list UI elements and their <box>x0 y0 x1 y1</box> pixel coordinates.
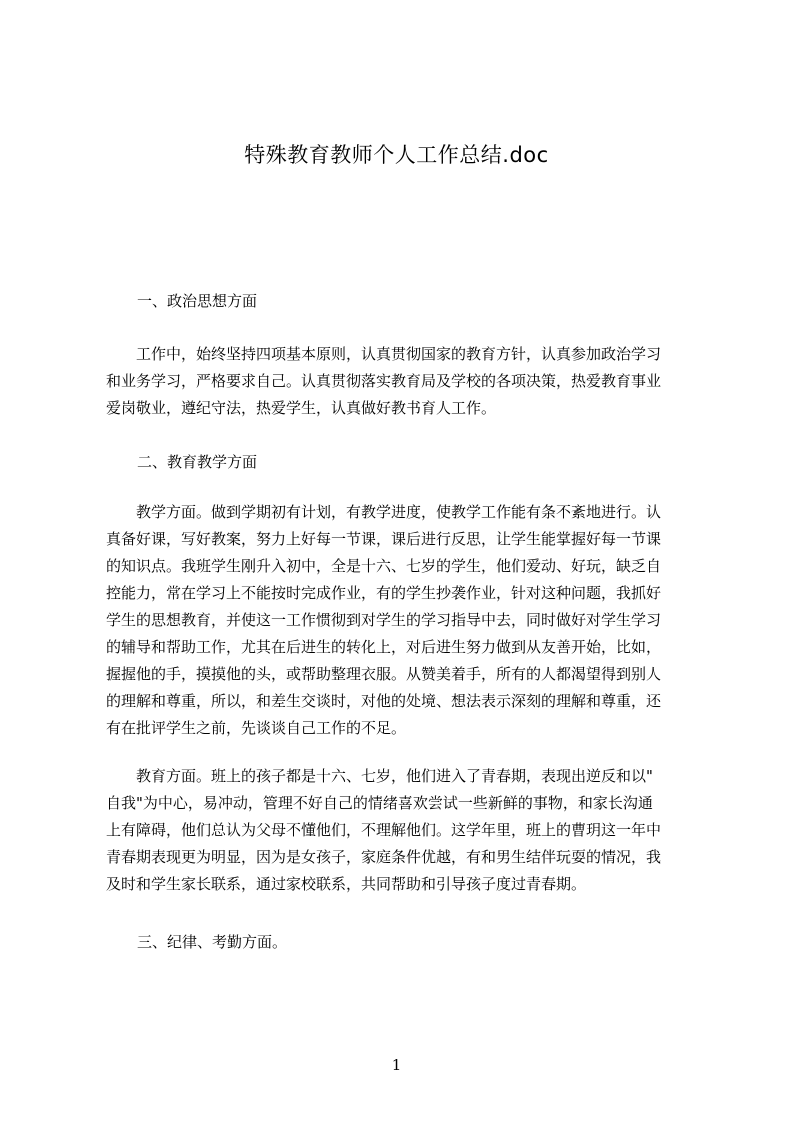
paragraph-line: 教育方面。班上的孩子都是十六、七岁，他们进入了青春期，表现出逆反和以" <box>106 767 653 785</box>
page-number: 1 <box>391 1056 402 1074</box>
paragraph-line: 爱岗敬业，遵纪守法，热爱学生，认真做好教书育人工作。 <box>106 399 497 417</box>
paragraph-line: 青春期表现更为明显，因为是女孩子，家庭条件优越，有和男生结伴玩耍的情况，我 <box>106 848 662 866</box>
paragraph-line: 的辅导和帮助工作，尤其在后进生的转化上，对后进生努力做到从友善开始，比如， <box>106 638 662 656</box>
paragraph-line: 及时和学生家长联系，通过家校联系，共同帮助和引导孩子度过青春期。 <box>106 875 587 893</box>
paragraph-line: 真备好课，写好教案，努力上好每一节课，课后进行反思，让学生能掌握好每一节课 <box>106 530 662 548</box>
paragraph-line: 有在批评学生之前，先谈谈自己工作的不足。 <box>106 719 407 737</box>
section-heading-politics: 一、政治思想方面 <box>137 292 258 310</box>
paragraph-line: 工作中，始终坚持四项基本原则，认真贯彻国家的教育方针，认真参加政治学习 <box>106 345 662 363</box>
paragraph-line: 自我"为中心，易冲动，管理不好自己的情绪喜欢尝试一些新鲜的事物，和家长沟通 <box>106 794 653 812</box>
paragraph-line: 教学方面。做到学期初有计划，有教学进度，使教学工作能有条不紊地进行。认 <box>106 503 662 521</box>
paragraph-line: 和业务学习，严格要求自己。认真贯彻落实教育局及学校的各项决策，热爱教育事业 <box>106 372 662 390</box>
paragraph-line: 控能力，常在学习上不能按时完成作业，有的学生抄袭作业，针对这种问题，我抓好 <box>106 584 662 602</box>
section-heading-teaching: 二、教育教学方面 <box>137 453 258 471</box>
paragraph-line: 的理解和尊重，所以，和差生交谈时，对他的处境、想法表示深刻的理解和尊重，还 <box>106 692 662 710</box>
paragraph-line: 上有障碍，他们总认为父母不懂他们，不理解他们。这学年里，班上的曹玥这一年中 <box>106 821 662 839</box>
paragraph-line: 的知识点。我班学生刚升入初中，全是十六、七岁的学生，他们爱动、好玩，缺乏自 <box>106 557 662 575</box>
paragraph-line: 握握他的手，摸摸他的头，或帮助整理衣服。从赞美着手，所有的人都渴望得到别人 <box>106 665 662 683</box>
section-heading-discipline: 三、纪律、考勤方面。 <box>137 933 288 951</box>
paragraph-politics <box>106 341 702 422</box>
paragraph-education <box>106 763 702 898</box>
document-title: 特殊教育教师个人工作总结.doc <box>244 143 549 167</box>
paragraph-teaching <box>106 499 702 742</box>
paragraph-line: 学生的思想教育，并使这一工作惯彻到对学生的学习指导中去，同时做好对学生学习 <box>106 611 662 629</box>
